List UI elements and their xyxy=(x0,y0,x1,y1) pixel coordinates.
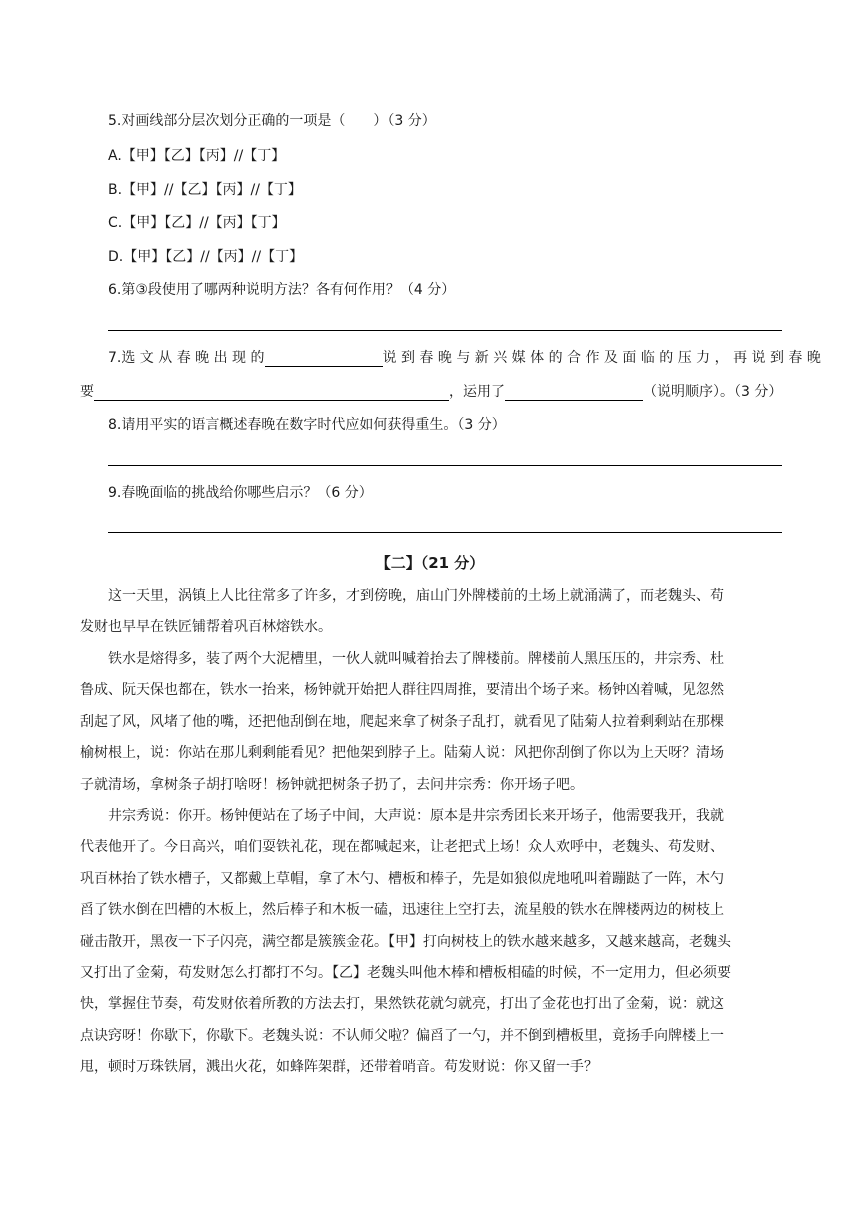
question-6-stem: 6.第③段使用了哪两种说明方法？各有何作用？（4 分） xyxy=(108,282,456,298)
passage-line: 井宗秀说：你开。杨钟便站在了场子中间，大声说：原本是井宗秀团长来开场子，他需要我开，我就 xyxy=(108,808,724,824)
question-7-text-4: ，运用了 xyxy=(449,384,505,400)
passage-line: 鲁成、阮天保也都在，铁水一抬来，杨钟就开始把人群往四周推，要清出个场子来。杨钟凶着喊，见忽然 xyxy=(80,682,724,699)
passage-line: 点诀窍呀！你歇下，你歇下。老魏头说：不认师父啦？偏舀了一勺，并不倒到槽板里，竟扬手向牌楼上一 xyxy=(80,1027,724,1044)
passage-line: 这一天里，涡镇上人比往常多了许多，才到傍晚，庙山门外牌楼前的土场上就涌满了，而老魏头、苟 xyxy=(108,588,724,604)
question-7-text-3: 要 xyxy=(80,384,94,400)
question-5-stem: 5.对画线部分层次划分正确的一项是（ ）（3 分） xyxy=(108,113,436,129)
passage-paragraph-1 xyxy=(80,586,782,649)
question-5-option-c: C.【甲】【乙】//【丙】【丁】 xyxy=(108,215,286,231)
passage-line: 榆树根上，说：你站在那儿剩剩能看见？把他架到脖子上。陆菊人说：风把你刮倒了你以为上天呀？清场 xyxy=(80,745,724,762)
question-5-option-d: D.【甲】【乙】//【丙】//【丁】 xyxy=(108,249,304,265)
question-7-blank-1[interactable] xyxy=(265,350,383,367)
question-8-stem: 8.请用平实的语言概述春晚在数字时代应如何获得重生。（3 分） xyxy=(108,417,506,433)
question-9-stem: 9.春晚面临的挑战给你哪些启示？（6 分） xyxy=(108,485,373,501)
question-7-text-1: 7.选 文 从 春 晚 出 现 的 xyxy=(108,350,265,366)
question-7-blank-2[interactable] xyxy=(94,384,449,401)
answer-line-q6[interactable] xyxy=(108,330,782,331)
passage-paragraph-2 xyxy=(80,649,782,806)
passage-line: 刮起了风，风堵了他的嘴，还把他刮倒在地，爬起来拿了树条子乱打，就看见了陆菊人拉着剩剩站在那棵 xyxy=(80,713,724,730)
passage-line: 快，掌握住节奏，苟发财依着所教的方法去打，果然铁花就匀就亮，打出了金花也打出了金菊，说：就这 xyxy=(80,996,724,1013)
question-7-text-2: 说 到 春 晚 与 新 兴 媒 体 的 合 作 及 面 临 的 压 力 ， 再 说 到 春 晚 xyxy=(382,350,821,366)
question-5-option-b: B.【甲】//【乙】【丙】//【丁】 xyxy=(108,182,302,198)
passage-line: 碰击散开，黑夜一下子闪亮，满空都是簇簇金花。【甲】打向树枝上的铁水越来越多，又越来越高，老魏头 xyxy=(80,933,731,950)
passage-line: 又打出了金菊，苟发财怎么打都打不匀。【乙】老魏头叫他木棒和槽板相磕的时候，不一定用力，但必须要 xyxy=(80,964,731,981)
passage-line: 代表他开了。今日高兴，咱们耍铁礼花，现在都喊起来，让老把式上场！众人欢呼中，老魏头、苟发财、 xyxy=(80,839,724,856)
answer-line-q9[interactable] xyxy=(108,532,782,533)
passage-line: 发财也早早在铁匠铺帮着巩百林熔铁水。 xyxy=(80,619,332,636)
answer-line-q8[interactable] xyxy=(108,465,782,466)
question-7-blank-3[interactable] xyxy=(505,384,643,401)
passage-line: 甩，顿时万珠铁屑，溅出火花，如蜂阵架群，还带着哨音。苟发财说：你又留一手？ xyxy=(80,1059,598,1076)
passage-paragraph-3 xyxy=(80,806,782,1089)
passage-line: 巩百林抬了铁水槽子，又都戴上草帽，拿了木勺、槽板和棒子，先是如狼似虎地吼叫着蹦跶了一阵，木勺 xyxy=(80,870,724,887)
passage-line: 子就清场，拿树条子胡打啥呀！杨钟就把树条子扔了，去问井宗秀：你开场子吧。 xyxy=(80,776,584,793)
question-7-line-2 xyxy=(80,383,782,401)
passage-line: 舀了铁水倒在凹槽的木板上，然后棒子和木板一磕，迅速往上空打去，流星般的铁水在牌楼两边的树枝上 xyxy=(80,902,724,919)
question-7-line-1 xyxy=(108,349,821,367)
section-2-title: 【二】（21 分） xyxy=(375,554,485,572)
question-5-option-a: A.【甲】【乙】【丙】//【丁】 xyxy=(108,148,286,164)
question-7-text-5: （说明顺序）。（3 分） xyxy=(643,384,783,400)
passage-line: 铁水是熔得多，装了两个大泥槽里，一伙人就叫喊着抬去了牌楼前。牌楼前人黑压压的，井宗秀、杜 xyxy=(108,651,724,667)
